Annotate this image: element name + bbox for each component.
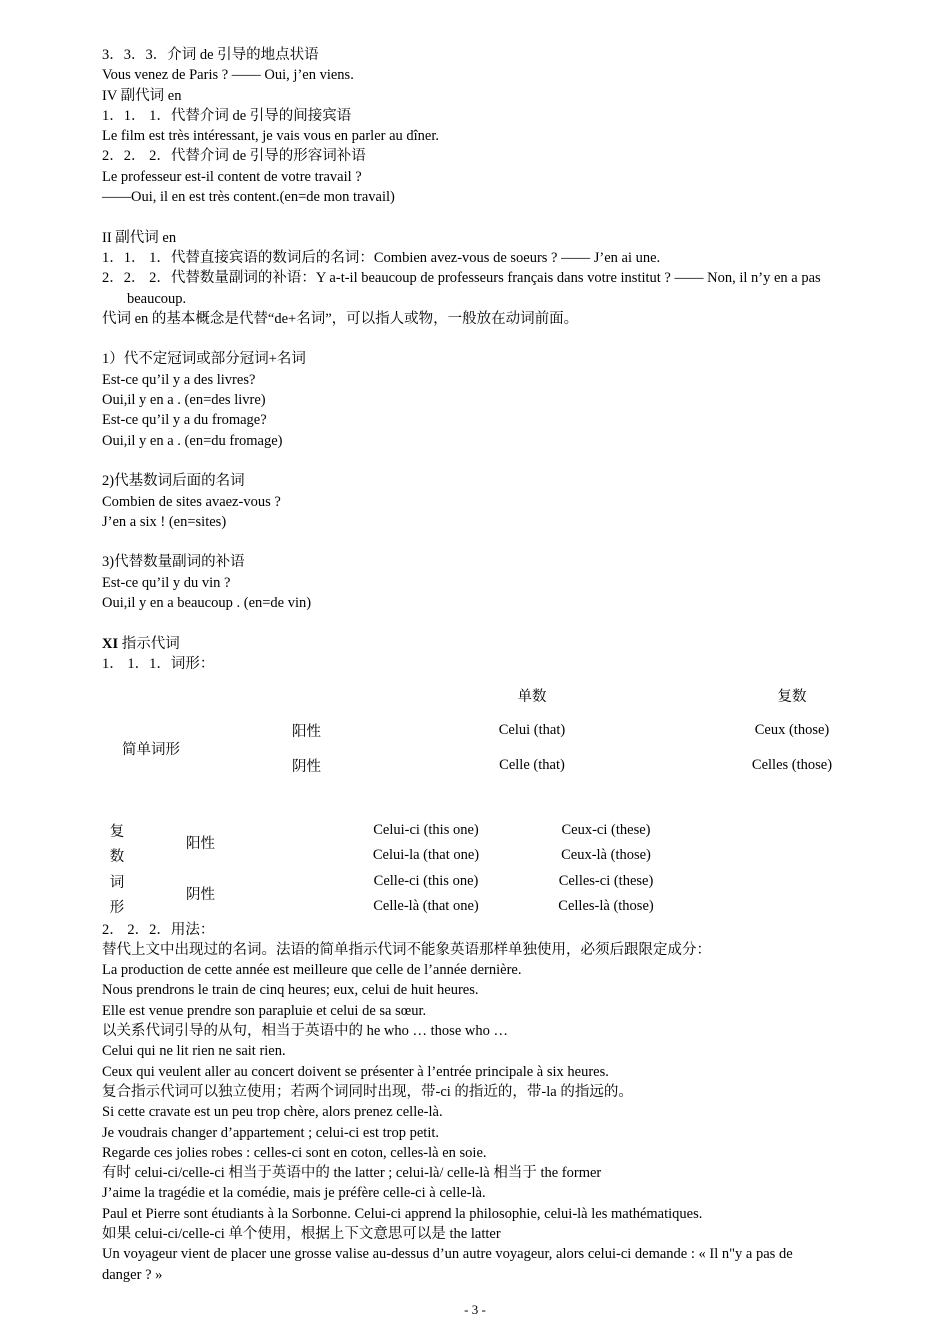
label-char: 数: [109, 849, 125, 866]
section-heading: IV 副代词 en: [102, 87, 182, 104]
table-cell: Celui (that): [498, 722, 566, 739]
text-line: Ceux qui veulent aller au concert doivent se présenter à l’entrée principale à six heures.: [102, 1063, 609, 1080]
text-line: 2．2． 2．代替数量副词的补语：Y a-t-il beaucoup de professeurs français dans votre institut ? —— Non, il n’y en a pas: [102, 270, 821, 287]
section-3-3-3: [102, 45, 922, 207]
text-line: La production de cette année est meilleure que celle de l’année dernière.: [102, 962, 522, 979]
text-line: beaucoup.: [127, 290, 187, 307]
section-usage: [102, 920, 922, 1285]
table-cell: Celle-ci (this one): [373, 872, 479, 889]
text-line: Regarde ces jolies robes : celles-ci sont en coton, celles-là en soie.: [102, 1144, 487, 1161]
table-cell: Celui-la (that one): [372, 847, 480, 864]
table-cell: Celle (that): [499, 757, 565, 774]
text-line: J’aime la tragédie et la comédie, mais je préfère celle-ci à celle-là.: [102, 1185, 486, 1202]
row-label: 简单词形: [122, 741, 180, 758]
text-line: 1．1． 1．代替直接宾语的数词后的名词：Combien avez-vous de soeurs ? —— J’en ai une.: [102, 249, 661, 266]
example-block-3: [102, 552, 922, 613]
text-line: J’en a six ! (en=sites): [102, 513, 227, 530]
text-line: Est-ce qu’il y du vin ?: [102, 574, 231, 591]
text-line: Je voudrais changer d’appartement ; celui-ci est trop petit.: [102, 1124, 439, 1141]
text-line: ——Oui, il en est très content.(en=de mon travail): [102, 189, 395, 206]
text-line: 如果 celui-ci/celle-ci 单个使用，根据上下文意思可以是 the latter: [102, 1226, 501, 1243]
table-header-row: [102, 678, 922, 713]
block-heading: 2)代基数词后面的名词: [102, 473, 245, 490]
text-line: 复合指示代词可以独立使用；若两个词同时出现，带-ci 的指近的，带-la 的指远的。: [102, 1083, 633, 1100]
text-line: 1． 1．1．词形：: [102, 655, 215, 672]
section-heading-xi: [102, 634, 922, 654]
header-plural: 复数: [777, 689, 807, 706]
text-line: Est-ce qu’il y a des livres?: [102, 371, 256, 388]
table-cell: Ceux (those): [754, 722, 830, 739]
table-cell: Celles-là (those): [558, 898, 654, 915]
gender-label: 阴性: [292, 759, 321, 776]
text-line: Oui,il y en a beaucoup . (en=de vin): [102, 595, 312, 612]
heading-number: XI: [102, 635, 119, 652]
block-heading: 1）代不定冠词或部分冠词+名词: [102, 351, 306, 368]
table-cell: Celles-ci (these): [558, 872, 654, 889]
section-ii-en: [102, 228, 922, 329]
text-line: 代词 en 的基本概念是代替“de+名词”，可以指人或物，一般放在动词前面。: [102, 310, 579, 327]
text-line: Le film est très intéressant, je vais vous en parler au dîner.: [102, 128, 440, 145]
text-line: Nous prendrons le train de cinq heures; eux, celui de huit heures.: [102, 982, 479, 999]
text-line: 2．2． 2．代替介词 de 引导的形容词补语: [102, 148, 366, 165]
gender-label: 阳性: [292, 724, 321, 741]
heading-text: 指示代词: [118, 635, 180, 652]
table-cell: Celle-là (that one): [373, 898, 479, 915]
text-line: 有时 celui-ci/celle-ci 相当于英语中的 the latter ; celui-là/ celle-là 相当于 the former: [102, 1165, 602, 1182]
example-block-1: [102, 349, 922, 450]
text-line: Paul et Pierre sont étudiants à la Sorbonne. Celui-ci apprend la philosophie, celui-là les mathématiques.: [102, 1205, 703, 1222]
gender-label: 阳性: [186, 836, 215, 853]
text-line: 以关系代词引导的从句，相当于英语中的 he who … those who …: [102, 1023, 508, 1040]
label-char: 词: [109, 874, 125, 891]
section-heading: II 副代词 en: [102, 229, 177, 246]
text-line: Elle est venue prendre son parapluie et celui de sa sœur.: [102, 1002, 427, 1019]
text-line: Celui qui ne lit rien ne sait rien.: [102, 1043, 286, 1060]
text-line: Si cette cravate est un peu trop chère, alors prenez celle-là.: [102, 1104, 443, 1121]
page-number: - 3 -: [464, 1302, 486, 1317]
text-line: Oui,il y en a . (en=du fromage): [102, 432, 283, 449]
text-line: Un voyageur vient de placer une grosse valise au-dessus d’un autre voyageur, alors celui-ci demande : « Il n"y a pas de: [102, 1246, 793, 1263]
text-line: 替代上文中出现过的名词。法语的简单指示代词不能象英语那样单独使用，必须后跟限定成分：: [102, 941, 711, 958]
label-char: 复: [109, 823, 125, 840]
table-cell: Ceux-là (those): [561, 847, 651, 864]
table-row: [102, 713, 922, 748]
text-line: 1．1． 1．代替介词 de 引导的间接宾语: [102, 107, 352, 124]
text-line: Le professeur est-il content de votre travail ?: [102, 168, 362, 185]
text-line: Vous venez de Paris ? —— Oui, j’en viens.: [102, 67, 354, 84]
label-char: 形: [109, 900, 125, 917]
table-cell: Ceux-ci (these): [561, 821, 651, 838]
table-cell: Celles (those): [751, 757, 833, 774]
block-heading: 3)代替数量副词的补语: [102, 554, 245, 571]
document-page: [102, 45, 922, 1285]
table-row: [102, 868, 696, 894]
text-line: Combien de sites avaez-vous ?: [102, 493, 281, 510]
text-line: 2． 2．2．用法：: [102, 921, 215, 938]
text-line: danger ? »: [102, 1266, 163, 1283]
text-line: Est-ce qu’il y a du fromage?: [102, 412, 267, 429]
table-row: [102, 817, 696, 843]
text-line: Oui,il y en a . (en=des livre): [102, 392, 266, 409]
example-block-2: [102, 471, 922, 532]
gender-label: 阴性: [186, 887, 215, 904]
header-singular: 单数: [517, 689, 547, 706]
simple-forms-table: [102, 678, 922, 783]
text-line: 3．3．3．介词 de 引导的地点状语: [102, 47, 319, 63]
compound-forms-table: [102, 817, 696, 919]
table-cell: Celui-ci (this one): [373, 821, 479, 838]
